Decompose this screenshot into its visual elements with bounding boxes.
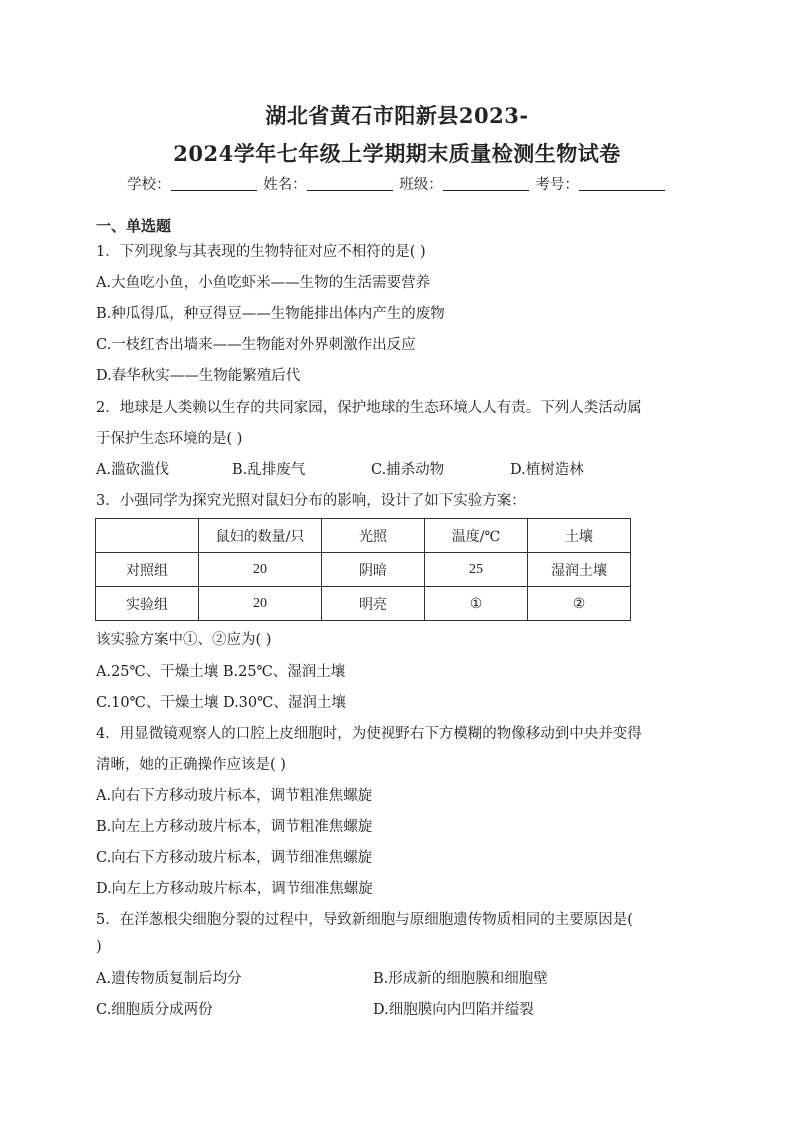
q3-options-line1: A.25℃、干燥土壤 B.25℃、湿润土壤 — [96, 664, 346, 680]
q4-stem-line1: 4．用显微镜观察人的口腔上皮细胞时，为使视野右下方模糊的物像移动到中央并变得 — [96, 726, 642, 742]
q2-options — [96, 458, 584, 479]
school-blank[interactable] — [171, 176, 257, 191]
table-cell: ① — [425, 587, 528, 621]
table-cell: ② — [528, 587, 631, 621]
name-label: 姓名： — [263, 177, 307, 193]
q1-stem: 1．下列现象与其表现的生物特征对应不相符的是( ) — [96, 244, 426, 260]
table-cell: 实验组 — [96, 587, 199, 621]
q5-option-c: C.细胞质分成两份 — [96, 1002, 213, 1018]
table-row — [96, 587, 631, 621]
q1-option-b: B.种瓜得瓜，种豆得豆——生物能排出体内产生的废物 — [96, 306, 445, 322]
q5-stem-line1: 5．在洋葱根尖细胞分裂的过程中，导致新细胞与原细胞遗传物质相同的主要原因是( — [96, 912, 633, 928]
class-label: 班级： — [399, 177, 443, 193]
table-header-cell: 鼠妇的数量/只 — [199, 519, 322, 553]
table-row — [96, 553, 631, 587]
q1-option-d: D.春华秋实——生物能繁殖后代 — [96, 368, 301, 384]
q2-option-c: C.捕杀动物 — [371, 462, 445, 478]
exam-title-line1: 湖北省黄石市阳新县2023- — [265, 103, 529, 128]
q4-option-b: B.向左上方移动玻片标本，调节粗准焦螺旋 — [96, 819, 373, 835]
class-blank[interactable] — [443, 176, 529, 191]
table-cell: 25 — [425, 553, 528, 587]
q4-option-d: D.向左上方移动玻片标本，调节细准焦螺旋 — [96, 881, 373, 897]
table-cell: 湿润土壤 — [528, 553, 631, 587]
table-header-cell: 光照 — [322, 519, 425, 553]
student-info-line — [0, 173, 794, 194]
q5-stem-line2: ) — [96, 939, 102, 955]
table-cell: 对照组 — [96, 553, 199, 587]
q2-stem-line1: 2．地球是人类赖以生存的共同家园，保护地球的生态环境人人有责。下列人类活动属 — [96, 400, 642, 416]
table-header-cell: 土壤 — [528, 519, 631, 553]
exam-title-line2: 2024学年七年级上学期期末质量检测生物试卷 — [173, 141, 621, 166]
q2-option-a: A.滥砍滥伐 — [96, 462, 170, 478]
q2-stem-line2: 于保护生态环境的是( ) — [96, 431, 243, 447]
name-blank[interactable] — [307, 176, 393, 191]
q1-option-a: A.大鱼吃小鱼，小鱼吃虾米——生物的生活需要营养 — [96, 275, 431, 291]
q4-option-c: C.向右下方移动玻片标本，调节细准焦螺旋 — [96, 850, 373, 866]
school-label: 学校： — [127, 177, 171, 193]
experiment-table — [95, 518, 631, 621]
q2-option-d: D.植树造林 — [510, 462, 584, 478]
table-cell: 20 — [199, 553, 322, 587]
q1-option-c: C.一枝红杏出墙来——生物能对外界刺激作出反应 — [96, 337, 416, 353]
section-title: 一、单选题 — [96, 217, 172, 235]
q2-option-b: B.乱排废气 — [232, 462, 306, 478]
table-header-row — [96, 519, 631, 553]
q3-options-line2: C.10℃、干燥土壤 D.30℃、湿润土壤 — [96, 695, 346, 711]
table-cell: 明亮 — [322, 587, 425, 621]
q3-question: 该实验方案中①、②应为( ) — [96, 632, 272, 648]
q4-stem-line2: 清晰，她的正确操作应该是( ) — [96, 757, 286, 773]
q5-option-d: D.细胞膜向内凹陷并缢裂 — [373, 1002, 534, 1018]
table-header-cell — [96, 519, 199, 553]
exam-number-blank[interactable] — [579, 176, 665, 191]
q4-option-a: A.向右下方移动玻片标本，调节粗准焦螺旋 — [96, 788, 373, 804]
exam-number-label: 考号： — [535, 177, 579, 193]
q5-option-a: A.遗传物质复制后均分 — [96, 971, 242, 987]
q3-stem: 3．小强同学为探究光照对鼠妇分布的影响，设计了如下实验方案： — [96, 493, 526, 509]
table-header-cell: 温度/℃ — [425, 519, 528, 553]
q5-option-b: B.形成新的细胞膜和细胞壁 — [373, 971, 548, 987]
table-cell: 阴暗 — [322, 553, 425, 587]
table-cell: 20 — [199, 587, 322, 621]
